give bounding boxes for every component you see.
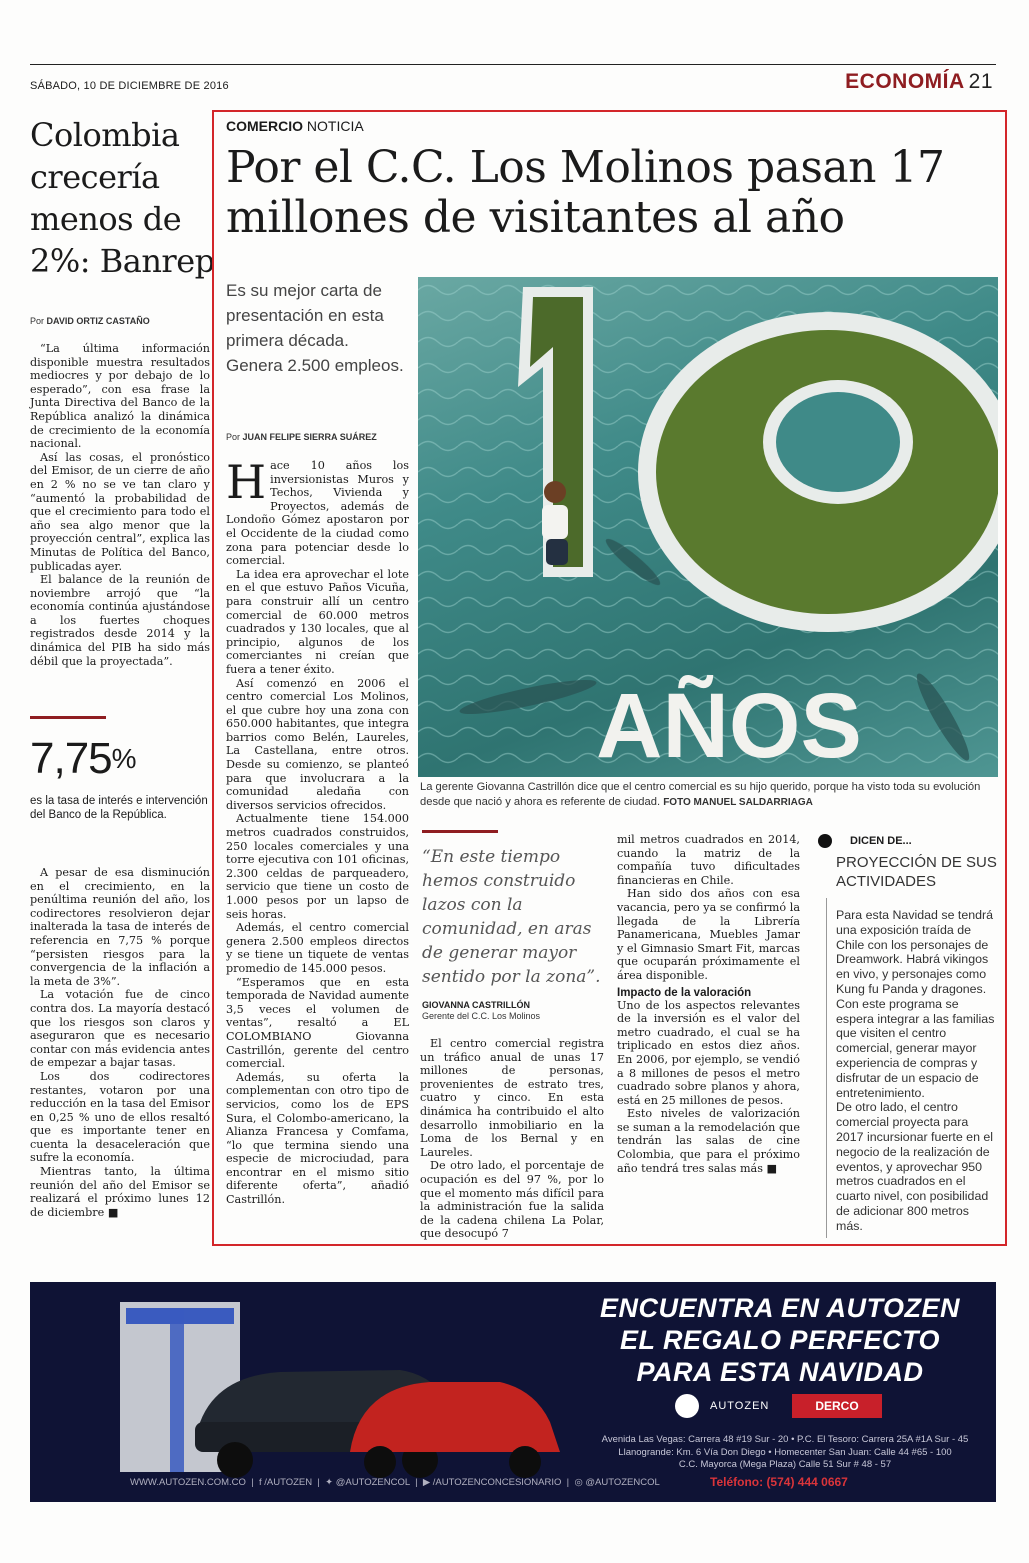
paragraph: mil metros cuadrados en 2014, cuando la matriz de la compañía tuvo dificultades financieras en Chile.	[617, 833, 800, 887]
sidebar-title: PROYECCIÓN DE SUS ACTIVIDADES	[836, 854, 997, 890]
paragraph: “Esperamos que en esta temporada de Navidad aumente 3,5 veces el volumen de ventas”, resaltó a EL COLOMBIANO Giovanna Castrillón, gerente del centro comercial.	[226, 975, 409, 1071]
ad-line-3: PARA ESTA NAVIDAD	[636, 1357, 924, 1387]
autozen-logo-icon	[675, 1394, 699, 1418]
autozen-advertisement[interactable]	[30, 1282, 996, 1502]
paragraph: Así las cosas, el pronóstico del Emisor, de un cierre de año en 2 % no se ve tan claro y “aumentó la probabilidad de que el crecimiento para todo el año sea algo menor que la proyección central”, explica las Minutas de Política del Banco, publicadas ayer.	[30, 450, 210, 573]
paragraph: La idea era aprovechar el lote en el que estuvo Paños Vicuña, para construir allí un centro comercial de 60.000 metros cuadrados y 130 locales, que al principio, algunos de los comerciantes ni creían que fuera a tener éxito.	[226, 567, 409, 676]
photo-anos-text: AÑOS	[596, 675, 862, 777]
photo-illustration	[418, 277, 998, 777]
ad-headline	[590, 1292, 970, 1388]
sidebar-label: DICEN DE...	[850, 835, 912, 847]
subheading: Impacto de la valoración	[617, 986, 752, 999]
paragraph: Además, el centro comercial genera 2.500 empleos directos y se tiene un tiquete de ventas promedio de 145.000 pesos.	[226, 921, 409, 975]
paragraph: Actualmente tiene 154.000 metros cuadrados construidos, 250 locales comerciales y una torre ejecutiva con 101 oficinas, 2.300 celdas de parqueadero, servicio que tiene un costo de 1.000 pesos por un lapso de seis horas.	[226, 812, 409, 921]
sidebar-paragraph: De otro lado, el centro comercial proyecta para 2017 incursionar fuerte en el negocio de la realización de eventos, y aprovechar 950 metros cuadrados en el cuarto nivel, con posibilidad de adicionar 800 metros más.	[836, 1100, 994, 1233]
paragraph: A pesar de esa disminución en el crecimiento, en la penúltima reunión del año, los codirectores resolvieron dejar inalterada la tasa de interés de referencia en 7,75 % porque “persisten riesgos para la convergencia de la inflación a la meta de 3%”.	[30, 866, 210, 988]
quote-author: GIOVANNA CASTRILLÓN	[422, 1000, 530, 1010]
photo-caption: La gerente Giovanna Castrillón dice que el centro comercial es su hijo querido, porque ha visto toda su evolución desde que nació y ahora es referente de ciudad. FOTO MANUEL SALDARRIAGA	[420, 781, 981, 808]
paragraph: Uno de los aspectos relevantes de la inversión es el valor del metro cuadrado, el cual se ha triplicado en estos diez años. En 2006, por ejemplo, se vendió a 8 millones de pesos el metro cuadrado sobre planos y ahora, está en 25 millones de pesos.	[617, 998, 800, 1107]
ad-line-1: ENCUENTRA EN AUTOZEN	[599, 1293, 960, 1323]
paragraph: Mientras tanto, la última reunión del año del Emisor se realizará el próximo lunes 12 de diciembre ■	[30, 1165, 210, 1219]
stat-rule	[30, 716, 106, 719]
sidebar-divider	[826, 898, 827, 1238]
youtube-icon: ▶	[422, 1477, 431, 1488]
main-body-col2	[420, 1037, 604, 1241]
paragraph: Además, su oferta la complementan con otro tipo de servicios, como los de EPS Sura, el Colombo-americano, la Alianza Francesa y Comfama, “lo que termina siendo una especie de microciudad, para encontrar en el mismo sitio diferente oferta”, añadió Castrillón.	[226, 1070, 409, 1207]
twitter-icon: ✦	[325, 1477, 334, 1488]
quote-rule	[422, 830, 498, 833]
quote-text: “En este tiempo hemos construido lazos con la comunidad, en aras de generar mayor sentido por la zona”.	[422, 847, 601, 987]
issue-date: SÁBADO, 10 DE DICIEMBRE DE 2016	[30, 80, 229, 92]
article-kicker: COMERCIO NOTICIA	[226, 118, 364, 134]
facebook-icon: f	[258, 1477, 262, 1488]
sidebar-header	[836, 835, 998, 891]
page-number: 21	[968, 70, 993, 93]
paragraph: De otro lado, el porcentaje de ocupación es del 97 %, por lo que el momento más difícil para la administración fue la salida de la cadena chilena La Polar, que desocupó 7	[420, 1159, 604, 1241]
sidebar-paragraph: Con este programa se espera integrar a las familias que visiten el centro comercial, generar mayor experiencia de compras y disfrutar de un espacio de entretenimiento.	[836, 996, 995, 1100]
paragraph: La votación fue de cinco contra dos. La mayoría destacó que los riesgos son claros y aseguraron que es necesario contar con más evidencia antes de empezar a bajar tasas.	[30, 988, 210, 1070]
main-body-col3	[617, 833, 800, 1175]
header-rule	[30, 64, 996, 65]
paragraph: Han sido dos años con esa vacancia, pero ya se confirmó la llegada de la Librería Panamericana, Muebles Jamar y el Gimnasio Smart Fit, marcas que ocuparán próximamente el área disponible.	[617, 887, 800, 982]
left-byline: Por DAVID ORTIZ CASTAÑO	[30, 316, 150, 326]
article-photo	[418, 277, 998, 777]
stat-text: es la tasa de interés e intervención del Banco de la República.	[30, 795, 208, 821]
paragraph: Los dos codirectores restantes, votaron por una reducción en la tasa del Emisor en 0,25 % uno de ellos resaltó que es importante tener en cuenta la desaceleración que sufre la economía.	[30, 1069, 210, 1165]
sidebar-body	[836, 908, 998, 1234]
paragraph: El centro comercial registra un tráfico anual de unas 17 millones de personas, provenientes de estrato tres, cuatro y cinco. En esta dinámica ha contribuido el alto desarrollo inmobiliario en la Loma de los Bernal y en Laureles.	[420, 1037, 604, 1159]
speech-bubble-icon	[818, 834, 832, 848]
section-title: ECONOMÍA 21	[845, 70, 993, 93]
ad-phone: Teléfono: (574) 444 0667	[710, 1475, 848, 1489]
drop-cap: H	[226, 455, 267, 509]
left-body-bottom	[30, 866, 210, 1219]
paragraph: Esto niveles de valorización se suman a la remodelación que tendrán las salas de cine Colombia, que para el próximo año tendrá tres salas más ■	[617, 1107, 800, 1175]
ad-website[interactable]: WWW.AUTOZEN.COM.CO	[130, 1477, 246, 1488]
main-headline: Por el C.C. Los Molinos pasan 17 millones de visitantes al año	[226, 142, 945, 243]
pull-quote	[422, 845, 607, 1021]
main-body-col1	[226, 455, 409, 1207]
paragraph: Así comenzó en 2006 el centro comercial Los Molinos, el que cubre hoy una zona con 650.000 habitantes, que integra barrios como Belén, Laureles, La Castellana, entre otros. Desde su comienzo, se planteó para que involucrara a la comunidad aledaña con diversos servicios ofrecidos.	[226, 676, 409, 812]
left-headline: Colombia crecería menos de 2%: Banrep	[30, 116, 215, 280]
sidebar-paragraph: Para esta Navidad se tendrá una exposición traída de Chile con los personajes de Dreamwork. Habrá vikingos en vivo, y personajes como Kung fu Panda y dragones.	[836, 908, 994, 996]
paragraph: “La última información disponible muestra resultados mediocres y por debajo de lo esperado”, con esa frase la Junta Directiva del Banco de la República analizó la dinámica de crecimiento de la economía nacional.	[30, 342, 210, 451]
brand-derco: DERCO	[792, 1394, 882, 1418]
article-deck: Es su mejor carta de presentación en esta primera década. Genera 2.500 empleos.	[226, 281, 404, 375]
brand-autozen: AUTOZEN	[710, 1400, 770, 1412]
main-byline: Por JUAN FELIPE SIERRA SUÁREZ	[226, 432, 377, 442]
left-body-top	[30, 342, 210, 668]
paragraph: El balance de la reunión de noviembre arrojó que “la economía continúa ajustándose a los fuertes choques registrados desde 2014 y la dinámica del PIB ha sido más débil que la proyectada”.	[30, 573, 210, 668]
paragraph: ace 10 años los inversionistas Muros y Techos, Vivienda y Proyectos, además de Londoño Gómez apostaron por el Occidente de la ciudad como zona para potenciar desde lo comercial.	[226, 459, 409, 568]
ad-addresses: Avenida Las Vegas: Carrera 48 #19 Sur - 20 • P.C. El Tesoro: Carrera 25A #1A Sur - 45 Llanogrande: Km. 6 Vía Don Diego • Homecenter San Juan: Calle 44 #65 - 100 C.C. Mayorca (Mega Plaza) Calle 51 Sur # 48 - 57	[601, 1434, 969, 1470]
instagram-icon: ◎	[574, 1477, 583, 1488]
ad-car-illustration	[30, 1282, 590, 1502]
ad-line-2: EL REGALO PERFECTO	[619, 1325, 941, 1355]
stat-value: 7,75%	[30, 734, 136, 783]
quote-role: Gerente del C.C. Los Molinos	[422, 1011, 541, 1021]
ad-social-bar[interactable]: WWW.AUTOZEN.COM.CO | f /AUTOZEN | ✦ @AUTOZENCOL | ▶ /AUTOZENCONCESIONARIO | ◎ @AUTOZENCOL	[130, 1477, 660, 1488]
